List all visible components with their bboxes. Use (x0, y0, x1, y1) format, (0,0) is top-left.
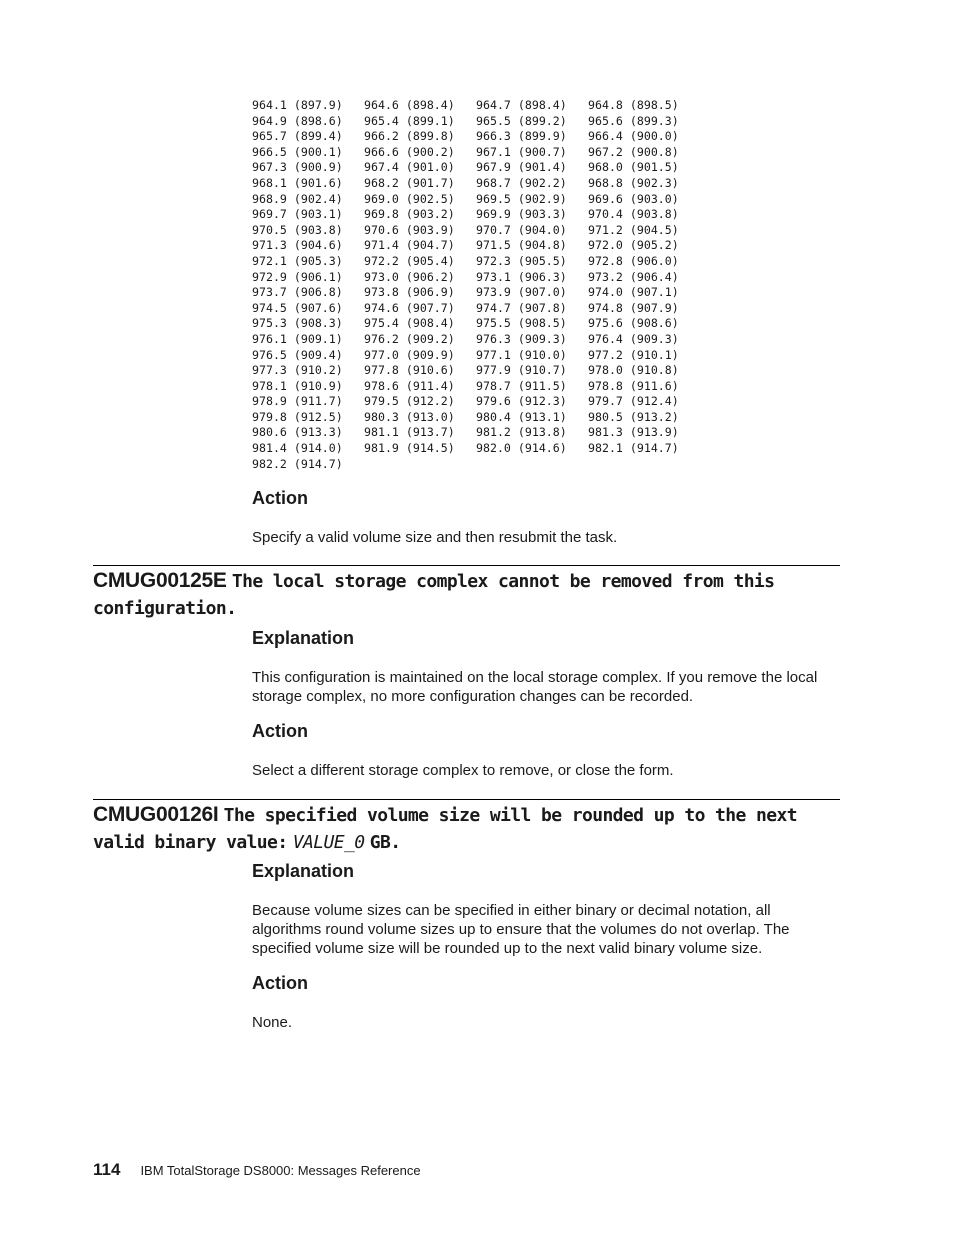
volume-size-cell: 965.7 (899.4) (252, 129, 343, 144)
volume-size-table (252, 98, 700, 472)
volume-table-row (252, 98, 700, 114)
volume-table-row (252, 223, 700, 239)
volume-size-cell: 971.4 (904.7) (364, 238, 455, 253)
volume-size-cell: 972.2 (905.4) (364, 253, 455, 268)
volume-size-cell: 968.8 (902.3) (588, 175, 679, 190)
volume-size-cell: 964.9 (898.6) (252, 113, 343, 128)
volume-size-cell: 973.8 (906.9) (364, 285, 455, 300)
volume-size-cell: 972.8 (906.0) (588, 253, 679, 268)
volume-size-cell: 978.7 (911.5) (476, 378, 567, 393)
page-number: 114 (93, 1160, 121, 1179)
volume-size-cell: 977.9 (910.7) (476, 363, 567, 378)
volume-size-cell: 969.7 (903.1) (252, 207, 343, 222)
volume-size-cell: 974.5 (907.6) (252, 300, 343, 315)
volume-table-row (252, 238, 700, 254)
volume-size-cell: 973.9 (907.0) (476, 285, 567, 300)
volume-size-cell: 967.4 (901.0) (364, 160, 455, 175)
volume-size-cell: 973.1 (906.3) (476, 269, 567, 284)
volume-size-cell: 982.2 (914.7) (252, 456, 343, 471)
volume-table-row (252, 410, 700, 426)
volume-size-cell: 975.5 (908.5) (476, 316, 567, 331)
message-id: CMUG00126I (93, 803, 219, 826)
volume-size-cell: 968.9 (902.4) (252, 191, 343, 206)
volume-size-cell: 969.9 (903.3) (476, 207, 567, 222)
volume-size-cell: 982.1 (914.7) (588, 441, 679, 456)
volume-size-cell: 972.3 (905.5) (476, 253, 567, 268)
volume-size-cell: 967.2 (900.8) (588, 144, 679, 159)
volume-size-cell: 980.6 (913.3) (252, 425, 343, 440)
volume-size-cell: 965.6 (899.3) (588, 113, 679, 128)
section-divider (93, 799, 840, 800)
volume-size-cell: 966.4 (900.0) (588, 129, 679, 144)
volume-table-row (252, 145, 700, 161)
volume-size-cell: 976.3 (909.3) (476, 331, 567, 346)
volume-size-cell: 978.1 (910.9) (252, 378, 343, 393)
book-title: IBM TotalStorage DS8000: Messages Reference (140, 1163, 421, 1178)
volume-size-cell: 974.6 (907.7) (364, 300, 455, 315)
message-variable: VALUE_0 (292, 832, 365, 853)
volume-size-cell: 970.5 (903.8) (252, 222, 343, 237)
volume-table-row (252, 379, 700, 395)
volume-table-row (252, 363, 700, 379)
volume-size-cell: 968.2 (901.7) (364, 175, 455, 190)
volume-size-cell: 975.6 (908.6) (588, 316, 679, 331)
volume-size-cell: 981.1 (913.7) (364, 425, 455, 440)
volume-table-row (252, 176, 700, 192)
page-footer (93, 1160, 421, 1180)
explanation-heading: Explanation (252, 861, 355, 881)
message-title-suffix: GB. (369, 832, 401, 853)
volume-size-cell: 969.8 (903.2) (364, 207, 455, 222)
volume-size-cell: 970.4 (903.8) (588, 207, 679, 222)
volume-table-row (252, 270, 700, 286)
volume-size-cell: 974.8 (907.9) (588, 300, 679, 315)
message-title: The local storage complex cannot be removed from this configuration. (93, 571, 775, 619)
volume-size-cell: 970.7 (904.0) (476, 222, 567, 237)
volume-size-cell: 965.5 (899.2) (476, 113, 567, 128)
volume-table-row (252, 301, 700, 317)
volume-table-row (252, 207, 700, 223)
volume-size-cell: 978.8 (911.6) (588, 378, 679, 393)
volume-size-cell: 971.5 (904.8) (476, 238, 567, 253)
volume-size-cell: 980.4 (913.1) (476, 409, 567, 424)
volume-size-cell: 966.5 (900.1) (252, 144, 343, 159)
volume-size-cell: 979.6 (912.3) (476, 394, 567, 409)
volume-size-cell: 981.3 (913.9) (588, 425, 679, 440)
volume-size-cell: 972.0 (905.2) (588, 238, 679, 253)
volume-size-cell: 974.0 (907.1) (588, 285, 679, 300)
message-id: CMUG00125E (93, 569, 227, 592)
volume-size-cell: 977.8 (910.6) (364, 363, 455, 378)
volume-size-cell: 970.6 (903.9) (364, 222, 455, 237)
explanation-text: This configuration is maintained on the local storage complex. If you remove the local storage complex, no more configuration changes can be recorded. (252, 669, 818, 705)
volume-size-cell: 977.0 (909.9) (364, 347, 455, 362)
volume-size-cell: 976.2 (909.2) (364, 331, 455, 346)
volume-size-cell: 964.8 (898.5) (588, 98, 679, 112)
volume-table-row (252, 114, 700, 130)
volume-size-cell: 978.9 (911.7) (252, 394, 343, 409)
explanation-heading: Explanation (252, 628, 355, 648)
volume-size-cell: 966.6 (900.2) (364, 144, 455, 159)
action-heading: Action (252, 721, 308, 741)
action-heading: Action (252, 973, 308, 993)
volume-table-row (252, 441, 700, 457)
volume-size-cell: 982.0 (914.6) (476, 441, 567, 456)
volume-size-cell: 972.1 (905.3) (252, 253, 343, 268)
volume-table-row (252, 332, 700, 348)
volume-size-cell: 981.2 (913.8) (476, 425, 567, 440)
volume-size-cell: 969.5 (902.9) (476, 191, 567, 206)
volume-size-cell: 976.4 (909.3) (588, 331, 679, 346)
volume-size-cell: 979.8 (912.5) (252, 409, 343, 424)
volume-table-row (252, 425, 700, 441)
volume-size-cell: 969.6 (903.0) (588, 191, 679, 206)
volume-size-cell: 967.9 (901.4) (476, 160, 567, 175)
volume-table-row (252, 457, 700, 473)
volume-size-cell: 979.7 (912.4) (588, 394, 679, 409)
volume-size-cell: 968.7 (902.2) (476, 175, 567, 190)
volume-table-row (252, 394, 700, 410)
volume-size-cell: 966.3 (899.9) (476, 129, 567, 144)
volume-size-cell: 968.0 (901.5) (588, 160, 679, 175)
volume-size-cell: 977.1 (910.0) (476, 347, 567, 362)
volume-size-cell: 980.3 (913.0) (364, 409, 455, 424)
volume-size-cell: 976.5 (909.4) (252, 347, 343, 362)
volume-size-cell: 967.1 (900.7) (476, 144, 567, 159)
volume-size-cell: 974.7 (907.8) (476, 300, 567, 315)
volume-table-row (252, 254, 700, 270)
message-heading-cmug00126i (93, 801, 813, 856)
volume-size-cell: 981.4 (914.0) (252, 441, 343, 456)
volume-table-row (252, 192, 700, 208)
volume-table-row (252, 285, 700, 301)
volume-table-row (252, 348, 700, 364)
volume-size-cell: 978.0 (910.8) (588, 363, 679, 378)
volume-size-cell: 981.9 (914.5) (364, 441, 455, 456)
message-title: The specified volume size will be rounded up to the next valid binary value: (93, 805, 797, 853)
action-text: None. (252, 1014, 293, 1031)
volume-size-cell: 977.3 (910.2) (252, 363, 343, 378)
volume-size-cell: 972.9 (906.1) (252, 269, 343, 284)
volume-size-cell: 978.6 (911.4) (364, 378, 455, 393)
action-text: Specify a valid volume size and then resubmit the task. (252, 529, 618, 546)
volume-size-cell: 965.4 (899.1) (364, 113, 455, 128)
volume-size-cell: 971.2 (904.5) (588, 222, 679, 237)
volume-size-cell: 977.2 (910.1) (588, 347, 679, 362)
volume-size-cell: 964.6 (898.4) (364, 98, 455, 112)
volume-size-cell: 971.3 (904.6) (252, 238, 343, 253)
section-divider (93, 565, 840, 566)
volume-size-cell: 969.0 (902.5) (364, 191, 455, 206)
volume-size-cell: 975.3 (908.3) (252, 316, 343, 331)
volume-size-cell: 973.2 (906.4) (588, 269, 679, 284)
volume-size-cell: 968.1 (901.6) (252, 175, 343, 190)
explanation-text: Because volume sizes can be specified in either binary or decimal notation, all algorithms round volume sizes up to ensure that the volumes do not overlap. The specified volume size will be rounded up to the next valid binary volume size. (252, 902, 790, 957)
volume-size-cell: 964.7 (898.4) (476, 98, 567, 112)
volume-table-row (252, 316, 700, 332)
volume-size-cell: 976.1 (909.1) (252, 331, 343, 346)
volume-size-cell: 966.2 (899.8) (364, 129, 455, 144)
volume-size-cell: 964.1 (897.9) (252, 98, 343, 112)
volume-size-cell: 980.5 (913.2) (588, 409, 679, 424)
volume-size-cell: 973.0 (906.2) (364, 269, 455, 284)
action-heading: Action (252, 488, 308, 508)
volume-table-row (252, 129, 700, 145)
volume-size-cell: 967.3 (900.9) (252, 160, 343, 175)
volume-size-cell: 975.4 (908.4) (364, 316, 455, 331)
volume-size-cell: 979.5 (912.2) (364, 394, 455, 409)
volume-size-cell: 973.7 (906.8) (252, 285, 343, 300)
message-heading-cmug00125e (93, 567, 833, 622)
action-text: Select a different storage complex to remove, or close the form. (252, 762, 674, 779)
volume-table-row (252, 160, 700, 176)
